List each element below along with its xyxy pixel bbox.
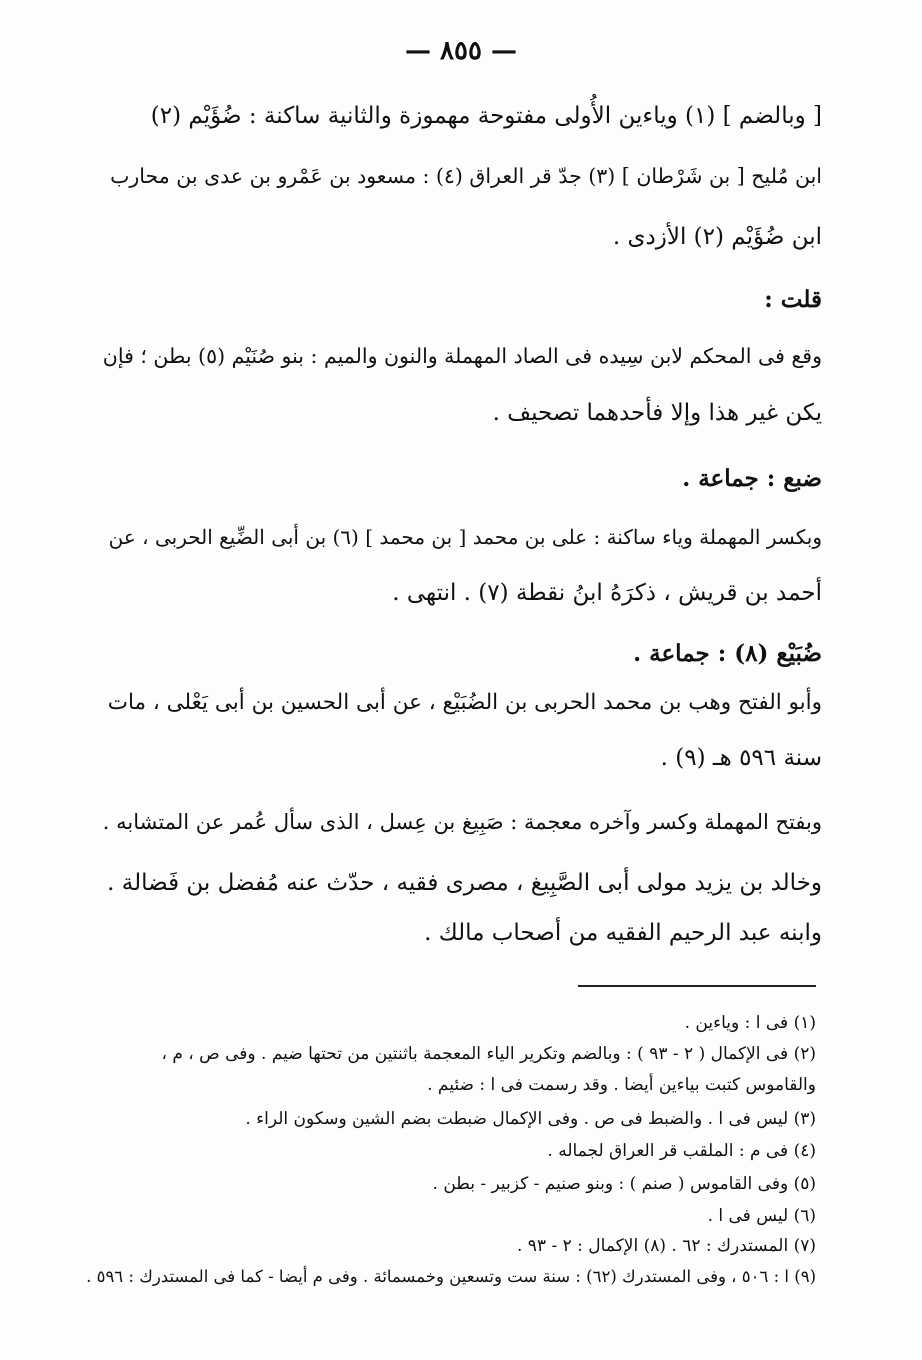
footnote: والقاموس كتبت بياءين أيضا . وقد رسمت فى ا : ضئيم .: [427, 1075, 816, 1095]
page-number: — ٨٥٥ —: [404, 36, 518, 66]
footnote: (٣) ليس فى ا . والضبط فى ص . وفى الإكمال ضبطت بضم الشين وسكون الراء .: [245, 1109, 816, 1129]
text-line: وأبو الفتح وهب بن محمد الحربى بن الضُبَيْع ، عن أبى الحسين بن أبى يَعْلى ، مات: [107, 690, 822, 715]
text-line: وابنه عبد الرحيم الفقيه من أصحاب مالك .: [424, 920, 822, 946]
footnote: (٧) المستدرك : ٦٢ . (٨) الإكمال : ٢ - ٩٣ .: [516, 1236, 816, 1256]
footnote: (٤) فى م : الملقب قر العراق لجماله .: [547, 1141, 816, 1161]
text-line: ابن مُليح [ بن شَرْطان ] (٣) جدّ قر العراق (٤) : مسعود بن عَمْرو بن عدى بن محارب: [110, 164, 822, 188]
footnote: (٥) وفى القاموس ( صنم ) : وبنو صنيم - كزبير - بطن .: [432, 1174, 816, 1194]
footnote: (٢) فى الإكمال ( ٢ - ٩٣ ) : وبالضم وتكرير الياء المعجمة باثنتين من تحتها ضيم . وفى ص ، م ،: [161, 1044, 816, 1064]
text-line: وبفتح المهملة وكسر وآخره معجمة : صَبِيغ بن عِسل ، الذى سأل عُمر عن المتشابه .: [102, 810, 822, 834]
text-line: وقع فى المحكم لابن سِيده فى الصاد المهملة والنون والميم : بنو صُنَيْم (٥) بطن ؛ فإن: [102, 344, 822, 368]
text-line: وبكسر المهملة وياء ساكنة : على بن محمد [ بن محمد ] (٦) بن أبى الضِّيع الحربى ، عن: [108, 525, 822, 549]
text-line: وخالد بن يزيد مولى أبى الصَّبِيغ ، مصرى فقيه ، حدّث عنه مُفضل بن فَضالة .: [107, 870, 822, 896]
footnote: (١) فى ا : وياءين .: [684, 1013, 816, 1033]
footnote: (٩) ا : ٥٠٦ ، وفى المستدرك (٦٢) : سنة ست وتسعين وخمسمائة . وفى م أيضا - كما فى المستدرك : ٥٩٦ .: [86, 1267, 816, 1286]
footnotes: [86, 0, 816, 1360]
text-line: [ وبالضم ] (١) وياءين الأُولى مفتوحة مهموزة والثانية ساكنة : ضُؤَيْم (٢): [150, 103, 822, 129]
footnote: (٦) ليس فى ا .: [707, 1206, 816, 1226]
section-heading: قلت :: [764, 286, 822, 313]
text-line: سنة ٥٩٦ هـ (٩) .: [660, 745, 822, 771]
entry-heading: ضبع : جماعة .: [682, 465, 822, 492]
text-line: ابن ضُؤَيْم (٢) الأزدى .: [612, 224, 822, 250]
text-line: أحمد بن قريش ، ذكرَهُ ابنُ نقطة (٧) . انتهى .: [392, 580, 822, 606]
text-line: يكن غير هذا وإلا فأحدهما تصحيف .: [492, 400, 822, 426]
entry-heading: ضُبَيْع (٨) : جماعة .: [633, 640, 822, 667]
